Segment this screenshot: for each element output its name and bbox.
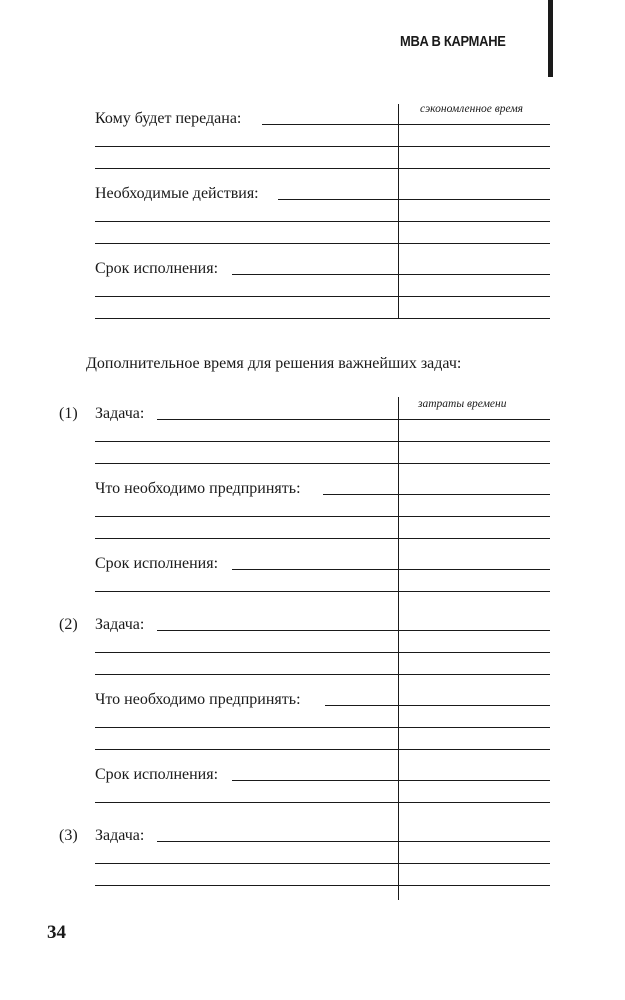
time-line[interactable] (399, 780, 550, 781)
task-number: (2) (59, 616, 78, 633)
block1-column-caption: сэкономленное время (420, 103, 524, 115)
write-line[interactable] (95, 652, 550, 653)
deadline-label: Срок исполнения: (95, 260, 219, 277)
deadline-line[interactable] (232, 274, 398, 275)
write-line[interactable] (95, 802, 550, 803)
time-line[interactable] (399, 630, 550, 631)
recipient-line[interactable] (262, 124, 398, 125)
time-line[interactable] (399, 274, 550, 275)
block1-column-divider (398, 104, 399, 318)
write-line[interactable] (95, 243, 550, 244)
time-line[interactable] (399, 494, 550, 495)
write-line[interactable] (95, 727, 550, 728)
write-line[interactable] (95, 538, 550, 539)
write-line[interactable] (95, 318, 550, 319)
action-line[interactable] (325, 705, 398, 706)
write-line[interactable] (95, 463, 550, 464)
deadline-label: Срок исполнения: (95, 555, 219, 572)
write-line[interactable] (95, 441, 550, 442)
deadline-line[interactable] (232, 569, 398, 570)
task-line[interactable] (157, 630, 398, 631)
task-label: Задача: (95, 616, 145, 633)
time-line[interactable] (399, 841, 550, 842)
task-number: (1) (59, 405, 78, 422)
write-line[interactable] (95, 146, 550, 147)
action-label: Что необходимо предпринять: (95, 480, 301, 497)
task-label: Задача: (95, 405, 145, 422)
action-label: Что необходимо предпринять: (95, 691, 301, 708)
header-edge-bar (548, 0, 553, 77)
required-actions-line[interactable] (278, 199, 398, 200)
time-line[interactable] (399, 419, 550, 420)
write-line[interactable] (95, 591, 550, 592)
deadline-label: Срок исполнения: (95, 766, 219, 783)
time-line[interactable] (399, 569, 550, 570)
task-line[interactable] (157, 419, 398, 420)
section-heading: Дополнительное время для решения важнейших задач: (86, 355, 462, 372)
time-line[interactable] (399, 705, 550, 706)
task-number: (3) (59, 827, 78, 844)
time-line[interactable] (399, 199, 550, 200)
running-header-title: MBA В КАРМАНЕ (400, 33, 506, 50)
write-line[interactable] (95, 168, 550, 169)
task-label: Задача: (95, 827, 145, 844)
required-actions-label: Необходимые действия: (95, 185, 259, 202)
page-number: 34 (47, 922, 66, 943)
write-line[interactable] (95, 516, 550, 517)
action-line[interactable] (323, 494, 398, 495)
write-line[interactable] (95, 749, 550, 750)
deadline-line[interactable] (232, 780, 398, 781)
write-line[interactable] (95, 674, 550, 675)
task-line[interactable] (157, 841, 398, 842)
block2-column-caption: затраты времени (418, 398, 507, 410)
write-line[interactable] (95, 863, 550, 864)
write-line[interactable] (95, 221, 550, 222)
block2-column-divider (398, 397, 399, 900)
recipient-label: Кому будет передана: (95, 110, 242, 127)
write-line[interactable] (95, 885, 550, 886)
time-line[interactable] (399, 124, 550, 125)
write-line[interactable] (95, 296, 550, 297)
